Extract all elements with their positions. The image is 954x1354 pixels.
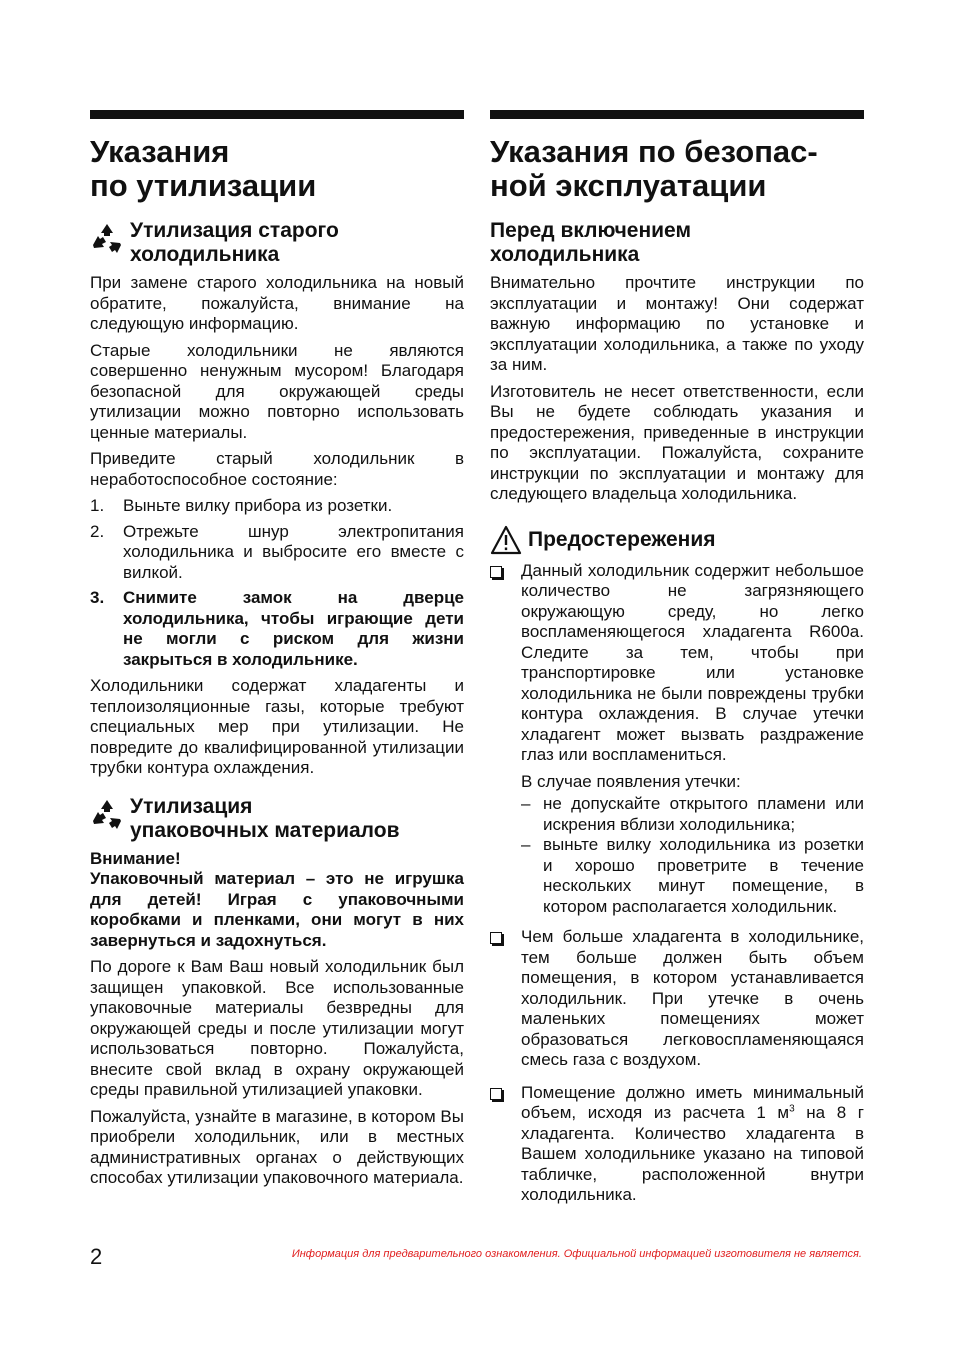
paragraph: Пожалуйста, узнайте в магазине, в котором Вы приобрели холодильник, или в местных административных органах о действующих способах утилизации упаковочного материала. [90, 1106, 464, 1187]
checkbox-bullet-icon [490, 927, 521, 1077]
list-item [490, 561, 864, 922]
list-item [490, 927, 864, 1077]
list-item: 3. Снимите замок на дверце холодильника, чтобы играющие дети не могли с риском для жизни закрыться в холодильнике. [90, 588, 464, 669]
warning-text: Упаковочный материал – это не игрушка для детей! Играя с упаковочными коробками и пленками, они могут в них завернуться и задохнуться. [90, 869, 464, 950]
heading-old-fridge: Утилизация старого холодильника [90, 219, 464, 267]
paragraph: По дороге к Вам Ваш новый холодильник был защищен упаковкой. Все использованные упаковочные материалы безвредны для окружающей среды и после утилизации могут использоваться повторно. Пожалуйста, внесите свой вклад в охрану окружающей среды правильной утилизацией упаковки. [90, 957, 464, 1099]
warning-triangle-icon [490, 525, 522, 555]
disclaimer-note: Информация для предварительного ознакомления. Официальной информацией изготовителя не является. [291, 1248, 862, 1260]
dash-list [521, 794, 864, 917]
page-title-disposal: Указания по утилизации [90, 134, 317, 203]
warnings-list [490, 561, 864, 1212]
list-item [490, 1083, 864, 1212]
paragraph: Старые холодильники не являются совершенно ненужным мусором! Благодаря безопасной для окружающей среды утилизации можно повторно использовать ценные материалы. [90, 340, 464, 442]
paragraph: Чем больше хладагента в холодильнике, тем больше должен быть объем помещения, в котором устанавливается холодильник. При утечке в очень маленьких помещениях может образоваться легковоспламеняющаяся смесь газа с воздухом. [521, 927, 864, 1069]
paragraph: Изготовитель не несет ответственности, если Вы не будете соблюдать указания и предостережения, приведенные в инструкции по эксплуатации. Пожалуйста, сохраните инструкции по эксплуатации и монтажу для следующего владельца холодильника. [490, 381, 864, 503]
paragraph: Холодильники содержат хладагенты и теплоизоляционные газы, которые требуют специальных мер при утилизации. Не повредите до квалифицированной утилизации трубки контура охлаждения. [90, 676, 464, 777]
list-item: – выньте вилку холодильника из розетки и хорошо проветрите в течение нескольких минут помещение, в котором располагается холодильник. [521, 835, 864, 916]
heading-before-switch-on: Перед включением холодильника [490, 219, 691, 266]
list-item: 1. Выньте вилку прибора из розетки. [90, 496, 393, 515]
page-number: 2 [90, 1244, 103, 1269]
paragraph: Приведите старый холодильник в неработоспособное состояние: [90, 449, 464, 489]
left-column [90, 110, 464, 1195]
paragraph: Помещение должно иметь минимальный объем, исходя из расчета 1 $м^3$ на 8 г хладагента. Количество хладагента в Вашем холодильнике указано на типовой табличке, расположенной внутри холодильника. [521, 1082, 864, 1204]
recycle-icon [90, 221, 124, 255]
right-column [490, 110, 864, 1218]
paragraph: В случае появления утечки: [521, 771, 741, 791]
recycle-icon [90, 797, 124, 831]
heading-packaging: Утилизация упаковочных материалов [90, 795, 464, 843]
list-item: 2. Отрежьте шнур электропитания холодильника и выбросите его вместе с вилкой. [90, 521, 464, 582]
checkbox-bullet-icon [490, 1083, 521, 1212]
list-item: – не допускайте открытого пламени или искрения вблизи холодильника; [521, 794, 864, 834]
section-rule [490, 110, 864, 119]
paragraph: Данный холодильник содержит небольшое количество не загрязняющего окружающую среду, но легко воспламеняющегося хладагента R600a. Следите за тем, чтобы при транспортировке или установке холодильника не были повреждены трубки контура охлаждения. В случае утечки хладагент может вызвать раздражение глаз или воспламениться. [521, 560, 864, 764]
paragraph: Внимательно прочтите инструкции по эксплуатации и монтажу! Они содержат важную информацию по установке и эксплуатации холодильника, а также по уходу за ним. [490, 273, 864, 374]
steps-list [90, 496, 464, 670]
section-rule [90, 110, 464, 119]
page-title-safety: Указания по безопас- ной эксплуатации [490, 134, 818, 203]
heading-warnings: Предостережения [490, 525, 864, 555]
paragraph: При замене старого холодильника на новый обратите, пожалуйста, внимание на следующую информацию. [90, 273, 464, 333]
checkbox-bullet-icon [490, 561, 521, 922]
attention-label: Внимание! [90, 848, 181, 868]
